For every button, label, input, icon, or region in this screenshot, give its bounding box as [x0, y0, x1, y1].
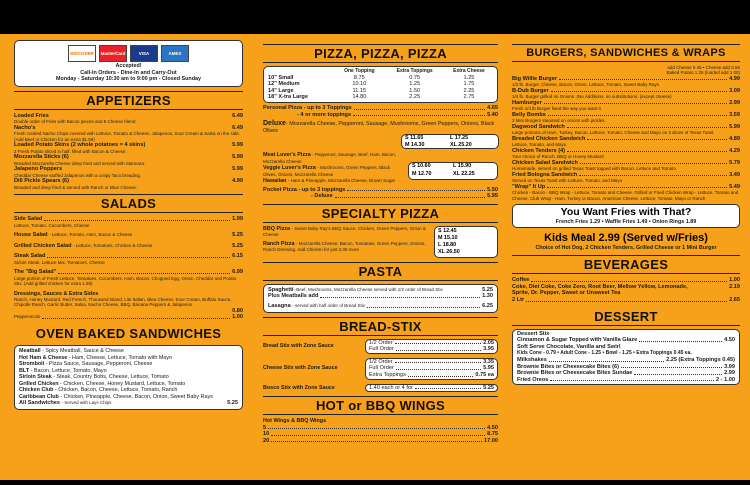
list-item: BBQ Pizza - Sweet Baby Ray's BBQ Sauce, Chicken, Green Peppers, Onion & Cheese	[263, 225, 426, 238]
list-item: "Wrap" It Up 5.49	[512, 183, 740, 190]
pizza-heading: PIZZA, PIZZA, PIZZA	[263, 44, 498, 63]
list-item: Spaghetti- Beef, Mushrooms, Mozzarella Cheese served with 1/2 order of Bread Stix 5.25	[268, 286, 493, 293]
fries-title: You Want Fries with That?	[560, 206, 692, 219]
list-item: Chicken Tenders (4) 4.29	[512, 147, 740, 154]
list-item: Loaded Fries 6.49	[14, 112, 243, 119]
list-item: Hamburger 2.99	[512, 99, 740, 106]
deluxe-prices: S 11.65 L 17.25 M 14.30 XL 25.20	[401, 134, 499, 149]
list-item: - 4 or more toppings 5.40	[297, 111, 498, 118]
burgers-list	[512, 76, 740, 201]
list-item: Sirloin Steak - Steak, Country Bobs, Cheese, Lettuce, Tomato	[19, 374, 169, 380]
list-item: Pocket Pizza - up to 3 toppings 5.50	[263, 186, 498, 193]
list-item: BLT - Bacon, Lettuce, Tomato, Mayo	[19, 367, 107, 374]
list-item: Coke, Diet Coke, Coke Zero, Root Beer, Mellow Yellow, Lemonade, Sprite, Dr. Pepper, Sweet or Unsweet Tea 2.19	[512, 283, 740, 297]
list-item: Cheese Stix with Zone Sauce 1/2 Order 3.35 Full Order 5.95 Extra Toppings 0.75 ea	[263, 358, 498, 380]
list-item: 20 17.00	[263, 437, 498, 444]
list-item: Mozzarella Sticks (6) 5.99	[14, 153, 243, 160]
list-item: - Deluxe 5.95	[311, 193, 498, 200]
item-desc: 1/4 lb. Burger grilled on Onions. (No Additions, no substitutions. (except cheese)	[512, 94, 672, 100]
item-desc: 2 Fresh Potato sliced in half, filled with Bacon & Cheese.	[14, 148, 127, 154]
item-desc: Served on Texas Toast with Lettuce, Tomato, and Mayo	[512, 178, 623, 184]
item-desc: 3 Mini Burgers steamed on onions with pickles.	[512, 118, 606, 124]
list-item: Brownie Bites or Cheesecake Bites (6) 3.99	[517, 363, 735, 370]
list-item: Bread Stix with Zone Sauce 1/2 Order 2.05 Full Order 3.95	[263, 339, 498, 354]
item-desc: Large portions of Ham, Turkey, Bacon, Lettuce, Tomato, Cheese and Mayo on 3 slices of Texas Toast.	[512, 130, 715, 136]
list-item: Chicken Club - Chicken, Bacon, Cheese, Lettuce, Tomato, Ranch	[19, 387, 178, 393]
list-item: Stromboli - Pizza Sauce, Sausage, Pepperoni, Cheese	[19, 361, 153, 367]
table-row: 18" X-tra Large 14.80 2.25 2.75	[268, 94, 475, 101]
wings-heading: HOT or BBQ WINGS	[263, 396, 498, 415]
list-item: 0.80	[232, 307, 243, 314]
item-desc: Double order of Fries with Bacon pieces and 5 Cheese blend.	[14, 119, 137, 125]
deluxe-item: Deluxe- Mozzarella Cheese, Pepperoni, Sausage, Mushrooms, Green Peppers, Onions, Black Olives	[263, 120, 495, 134]
list-item: The "Big Salad" 6.99	[14, 269, 243, 276]
list-item: Nacho's 6.49	[14, 124, 243, 131]
list-item: Hawaiian - Ham & Pineapple, Mozzarella Cheese, Brown Sugar	[263, 178, 396, 185]
discover-card-icon: DISCOVER	[68, 45, 96, 62]
list-item: Veggie Luver's Pizza - Mushrooms, Green Peppers, Black Olives, Onions, Mozzarella Cheese	[263, 165, 391, 177]
list-item: Meat Luver's Pizza - Pepperoni, Sausage, Beef, Ham, Bacon, Mozzarella Cheese	[263, 152, 397, 164]
item-desc: Fresh cooked Nacho Chips covered with Lettuce, Tomato & Cheese, Jalapenos, Sour Cream & Salsa on the side. (Add Beef or Chicken for an extra $1.59)	[14, 131, 241, 142]
list-item: Hot Ham & Cheese - Ham, Cheese, Lettuce, Tomato with Mayo	[19, 354, 173, 361]
item-desc: Fresh 1/4 lb Burger fixed the way you want it	[512, 106, 601, 112]
item-desc: 1/2 lb. Burger, Cheese, Bacon, Onion, Lettuce, Tomato, Sweet Baby Rays	[512, 82, 660, 88]
table-row: 12" Medium 10.10 1.25 1.75	[268, 81, 475, 88]
list-item: Fried Bologna Sandwich 3.49	[512, 171, 740, 178]
beverages-heading: BEVERAGES	[512, 255, 740, 274]
right-column	[512, 40, 740, 385]
list-item: Chicken Salad Sandwich 5.79	[512, 159, 740, 166]
visa-icon: VISA	[130, 45, 158, 62]
luver-group	[263, 152, 498, 185]
list-item: Belly Bombs 3.59	[512, 111, 740, 118]
dressings-list: Ranch, Honey Mustard, Red French, Thousand Island, Lite Italian, Bleu Cheese, Sour Cream, Buffalo Sauce, Chipotle Ranch, Garlic Butter, Salsa, Nacho Cheese, BBQ, Banana Peppers & Jalapenos	[14, 297, 232, 308]
list-item: B-Dub Burger 3.09	[512, 87, 740, 94]
addons-text-2: Baked Potato 1.25 (loaded add 1.00)	[666, 70, 740, 76]
breadstix-list	[263, 339, 498, 393]
list-item: Grilled Chicken Salad - Lettuce, Tomatoes, Chicken & Cheese 5.25	[14, 242, 243, 249]
table-row: 10" Small 8.75 0.75 1.25	[268, 74, 475, 81]
specialty-group	[263, 226, 498, 258]
dessert-box	[512, 329, 740, 386]
item-desc: Your choice of Ranch, BBQ or Honey Mustard	[512, 154, 604, 160]
list-item: Ranch Pizza - Mozzarella Cheese, Bacon, Tomatoes, Green Peppers, Onions, Ranch Dressing. Add Chicken for just 2.00 more	[263, 240, 426, 253]
list-item: House Salad - Lettuce, Tomato, Ham, Bacon & Cheese 5.25	[14, 231, 243, 238]
orders-text: Call-In Orders - Dine-In and Carry-Out	[80, 69, 177, 76]
breadstix-heading: BREAD-STIX	[263, 317, 498, 336]
addons-text: add Cheese 0.45 • Cheese add 0.55	[667, 65, 740, 70]
list-item: Bosco Stix with Zone Sauce 1.40 each or 4 for 5.25	[263, 384, 498, 393]
card-logos	[19, 45, 238, 62]
fries-prices: French Fries 1.29 • Waffle Fries 1.49 • Onion Rings 1.89	[555, 219, 697, 226]
luver-prices: S 10.60 L 15.90 M 12.70 XL 22.25	[408, 162, 498, 180]
burgers-heading: BURGERS, SANDWICHES & WRAPS	[512, 44, 740, 62]
item-desc: Breaded Mozzarella Cheese deep fried and served with Marinara.	[14, 160, 146, 166]
list-item: Meatball - Spicy Meatball, Sauce & Cheese	[19, 348, 124, 354]
list-item: Milkshakes 2.25 (Extra Toppings 0.45)	[517, 356, 735, 363]
table-header: One Topping Extra Toppings Extra Cheese	[344, 68, 485, 74]
kids-desc: Choice of Hot Dog, 2 Chicken Tenders, Grilled Cheese or 1 Mini Burger	[535, 244, 717, 251]
list-item: Dessert Stix	[517, 330, 550, 337]
list-item: Caribbean Club - Chicken, Pineapple, Cheese, Bacon, Onion, Sweet Baby Rays	[19, 393, 213, 400]
item-desc: Breaded and deep fried & served with Ranch or Blue Cheese.	[14, 184, 138, 190]
oven-heading: OVEN BAKED SANDWICHES	[35, 326, 222, 341]
list-item: Kids Cone - 0.79 • Adult Cone - 1.25 • Bowl - 1.25 • Extra Toppings 0.45 ea.	[517, 350, 692, 357]
item-desc: Sirloin Steak, Lettuce Mix, Tomatoes, Cheese	[14, 259, 105, 265]
fries-box	[512, 204, 740, 228]
list-item: Coffee 1.00	[512, 277, 740, 284]
list-item: Plus Meatballs add 1.30	[268, 293, 493, 300]
specialty-heading: SPECIALTY PIZZA	[263, 204, 498, 223]
list-item: Personal Pizza - up to 3 Toppings 4.65	[263, 104, 498, 111]
pizza-size-table	[263, 66, 498, 103]
list-item: 10 8.75	[263, 431, 498, 438]
list-item: Dill Pickle Spears (6) 4.99	[14, 177, 243, 184]
list-item: Brownie Bites or Cheesecake Bites Sundae 2.99	[517, 370, 735, 377]
appetizers-heading: APPETIZERS	[14, 91, 243, 110]
list-item: Side Salad 1.99	[14, 215, 243, 222]
salads-list	[14, 216, 243, 321]
pasta-box	[263, 284, 498, 313]
item-desc: Lettuce, Tomato, and Mayo	[512, 142, 567, 148]
oven-box	[14, 345, 243, 410]
bottom-bar	[0, 480, 750, 485]
list-item: Breaded Chicken Sandwich 4.89	[512, 135, 740, 142]
dressings-title: Dressings, Sauces & Extra Sides	[14, 290, 99, 297]
mastercard-icon: MasterCard	[99, 45, 127, 62]
dessert-heading: DESSERT	[512, 308, 740, 326]
middle-column	[263, 40, 498, 444]
item-desc: Large portion of Fresh Lettuce, Tomatoes, Cucumbers, Ham, Bacon, Chopped Egg, Onion, Cheddar and Potato Stix. (Add grilled chicken for extra 1.59)	[14, 275, 237, 287]
table-row: 14" Large 11.15 1.50 2.25	[268, 87, 475, 94]
left-column	[14, 40, 243, 410]
list-item: Lasagna - served with half order of Bread Stix 6.25	[268, 303, 493, 310]
item-desc: Chicken - Bacon - BBQ Wrap - Lettuce, Tomato and Cheese. Grilled or Fried Chicken Wrap - Lettuce, Tomato and Cheese. Club Wrap - Ham, Turkey or Bacon, American Cheese, Lettuce, Tomato, Mayo or Ranch	[512, 190, 739, 201]
hours-text: Monday - Saturday 10:30 am to 9:00 pm - Closed Sunday	[56, 76, 201, 82]
payment-box	[14, 40, 243, 87]
accepted-text: Accepted!	[115, 63, 142, 69]
appetizers-list	[14, 113, 243, 190]
list-item: Jalapeno Poppers 5.99	[14, 165, 243, 172]
list-item: Fried Oreos 2 - 1.00	[517, 376, 735, 383]
specialty-prices: S 12.45 M 15.10 L 18.80 XL 26.50	[434, 226, 498, 258]
beverages-list	[512, 277, 740, 303]
list-item: All Sandwiches - Served with Lays Chips 5.25	[19, 400, 238, 406]
list-item: Big Willie Burger 4.99	[512, 75, 740, 82]
top-bar	[0, 0, 750, 34]
list-item: Loaded Potato Skins (2 whole potatoes = 4 skins) 5.99	[14, 141, 243, 148]
item-desc: Lettuce, Tomato, Cucumbers, Cheese	[14, 222, 90, 228]
item-desc: Homemade, served on grilled Texas Toast topped with Bacon, Lettuce and Tomato	[512, 166, 676, 172]
list-item: Cinnamon & Sugar Topped with Vanilla Glaze 4.50	[517, 337, 735, 344]
list-item: Grilled Chicken - Chicken, Cheese, Honey Mustard, Lettuce, Tomato	[19, 380, 186, 387]
list-item: 2 Ltr 2.65	[512, 297, 740, 303]
list-item: 5 4.50	[263, 424, 498, 431]
list-item: Pepperoncini 1.00	[14, 314, 243, 321]
wings-subtitle: Hot Wings & BBQ Wings	[263, 418, 327, 425]
item-desc: Cheddar Cheese stuffed Jalapenos with a crispy Taco breading.	[14, 172, 142, 178]
pasta-heading: PASTA	[263, 262, 498, 281]
kids-meal	[512, 232, 740, 252]
kids-title: Kids Meal 2.99 (Served w/Fries)	[544, 231, 708, 244]
list-item: Steak Salad 6.15	[14, 253, 243, 260]
amex-icon: AMEX	[161, 45, 189, 62]
list-item: Dagwood Sandwich 5.99	[512, 123, 740, 130]
list-item: Soft Serve Chocolate, Vanilla and Swirl	[517, 343, 621, 350]
salads-heading: SALADS	[14, 194, 243, 213]
